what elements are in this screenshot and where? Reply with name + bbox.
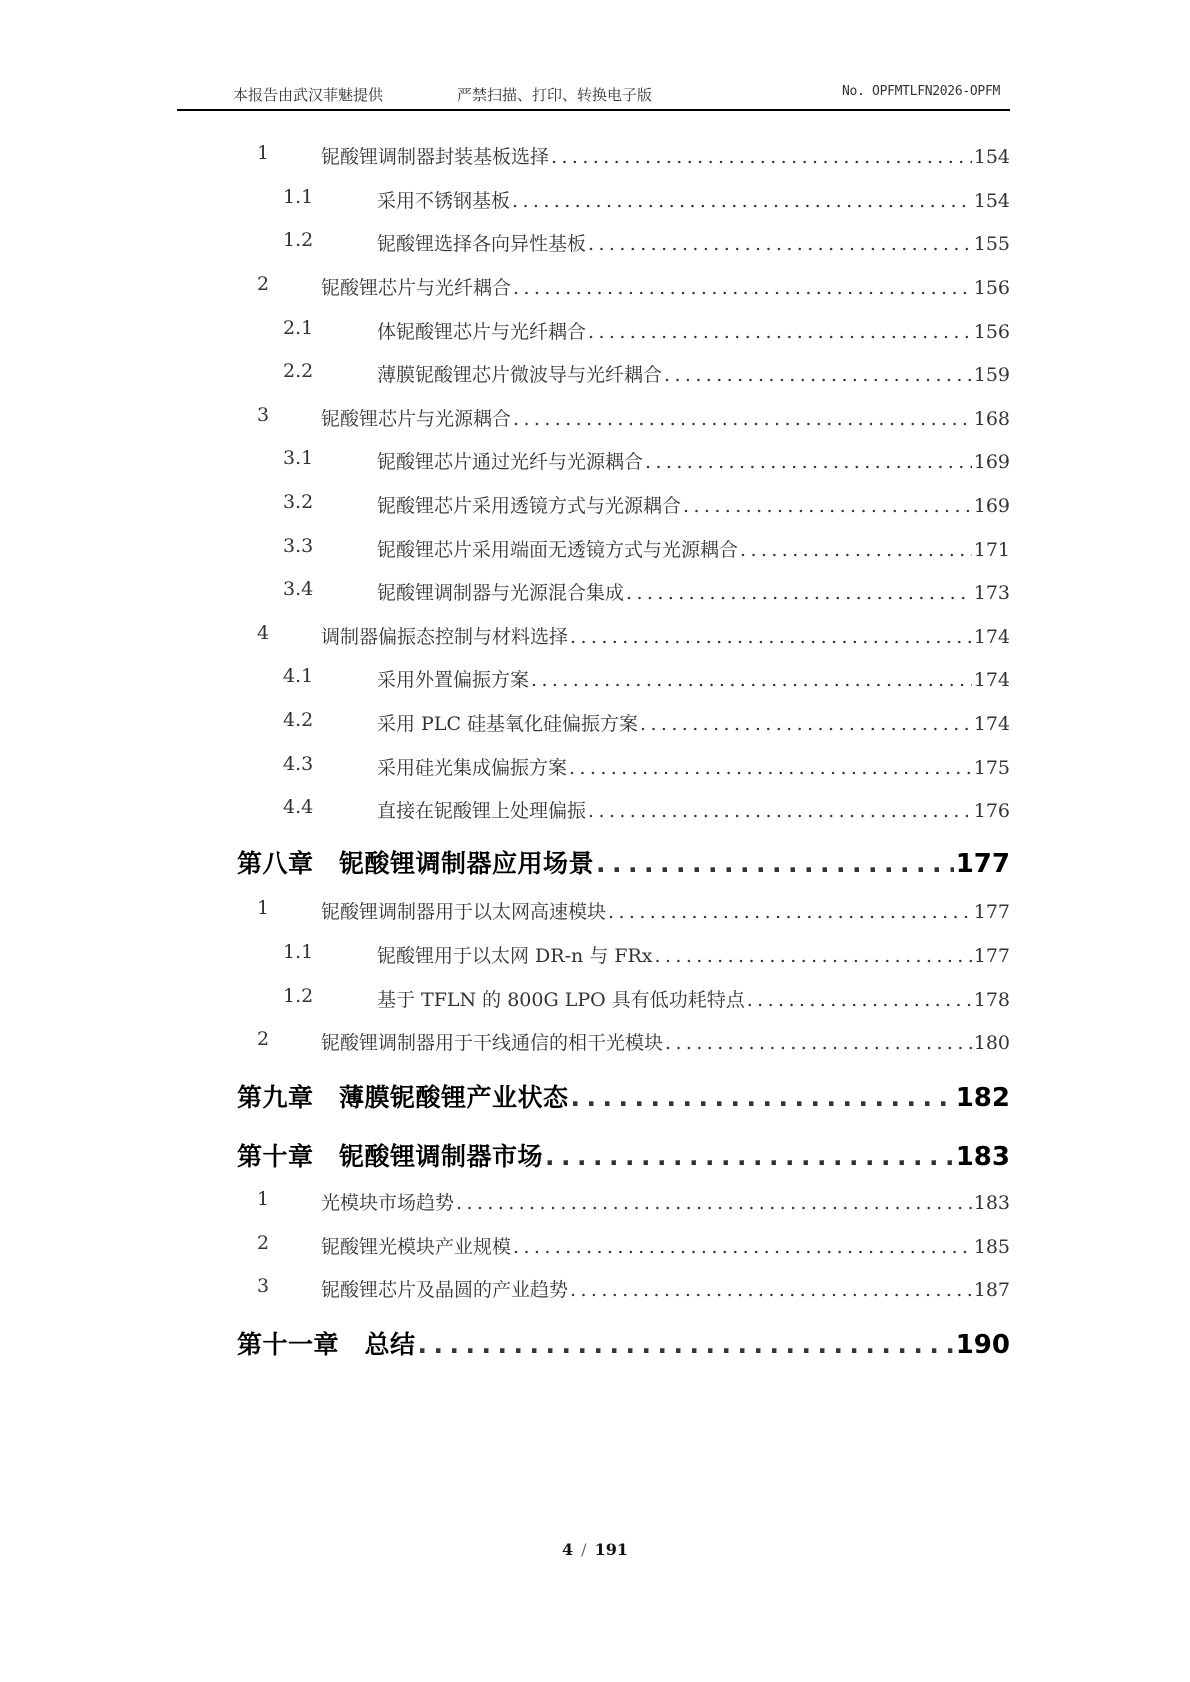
toc-entry-page[interactable]: 156: [973, 277, 1010, 299]
toc-entry[interactable]: [0, 709, 1190, 739]
toc-entry-number: 3: [257, 1275, 270, 1297]
toc-leader-dots: [596, 849, 954, 878]
toc-entry[interactable]: [0, 578, 1190, 608]
toc-entry-title[interactable]: 采用 PLC 硅基氧化硅偏振方案: [377, 713, 639, 735]
toc-entry-page[interactable]: 174: [973, 669, 1010, 691]
toc-entry[interactable]: [0, 622, 1190, 652]
toc-entry-line: [377, 796, 1010, 823]
total-pages: 191: [594, 1540, 628, 1559]
toc-entry-line: [377, 447, 1010, 474]
toc-entry-title[interactable]: 光模块市场趋势: [321, 1192, 455, 1214]
page-header: [177, 84, 1010, 106]
toc-leader-dots: [740, 539, 972, 561]
toc-leader-dots: [588, 233, 972, 255]
toc-entry-line: [321, 1028, 1010, 1055]
toc-entry-page[interactable]: 182: [955, 1083, 1010, 1113]
toc-entry-page[interactable]: 169: [973, 495, 1010, 517]
toc-leader-dots: [569, 757, 972, 779]
toc-leader-dots: [531, 669, 972, 691]
page-separator: /: [581, 1540, 587, 1559]
toc-entry[interactable]: [0, 317, 1190, 347]
toc-entry[interactable]: [0, 404, 1190, 434]
toc-entry-title[interactable]: 采用外置偏振方案: [377, 669, 530, 691]
toc-chapter-entry[interactable]: [0, 1325, 1190, 1360]
toc-entry-page[interactable]: 177: [973, 945, 1010, 967]
toc-entry-line: [321, 1188, 1010, 1215]
toc-entry-page[interactable]: 173: [973, 582, 1010, 604]
header-notice: 严禁扫描、打印、转换电子版: [457, 86, 653, 104]
toc-entry[interactable]: [0, 186, 1190, 216]
toc-entry-page[interactable]: 185: [973, 1236, 1010, 1258]
toc-entry-page[interactable]: 190: [955, 1330, 1010, 1360]
toc-entry-number: 4: [257, 622, 270, 644]
toc-entry-number: 1: [257, 142, 270, 164]
toc-entry-number: 1.1: [283, 941, 314, 963]
toc-entry[interactable]: [0, 985, 1190, 1015]
toc-entry-title[interactable]: 铌酸锂调制器用于以太网高速模块: [321, 901, 607, 923]
toc-entry-page[interactable]: 159: [973, 364, 1010, 386]
toc-entry[interactable]: [0, 535, 1190, 565]
toc-entry[interactable]: [0, 360, 1190, 390]
toc-entry-title[interactable]: 铌酸锂芯片与光纤耦合: [321, 277, 512, 299]
toc-chapter-entry[interactable]: [0, 1137, 1190, 1172]
toc-entry-number: 2: [257, 273, 270, 295]
toc-entry-line: [377, 985, 1010, 1012]
toc-entry[interactable]: [0, 753, 1190, 783]
toc-entry-title[interactable]: 第八章 铌酸锂调制器应用场景: [237, 849, 595, 878]
toc-entry-title[interactable]: 铌酸锂芯片及晶圆的产业趋势: [321, 1279, 569, 1301]
toc-entry-title[interactable]: 采用硅光集成偏振方案: [377, 757, 568, 779]
page-footer: [0, 1540, 1190, 1559]
toc-entry-number: 1: [257, 897, 270, 919]
toc-entry-number: 4.2: [283, 709, 314, 731]
toc-entry-number: 4.3: [283, 753, 314, 775]
toc-entry-title[interactable]: 薄膜铌酸锂芯片微波导与光纤耦合: [377, 364, 663, 386]
toc-leader-dots: [608, 901, 972, 923]
toc-entry-page[interactable]: 156: [973, 321, 1010, 343]
toc-entry-line: [377, 360, 1010, 387]
toc-entry-line: [377, 665, 1010, 692]
toc-leader-dots: [664, 364, 972, 386]
toc-entry-title[interactable]: 采用不锈钢基板: [377, 190, 511, 212]
toc-entry[interactable]: [0, 142, 1190, 172]
toc-entry-page[interactable]: 168: [973, 408, 1010, 430]
toc-leader-dots: [665, 1032, 972, 1054]
toc-leader-dots: [512, 190, 972, 212]
toc-entry-title[interactable]: 铌酸锂芯片与光源耦合: [321, 408, 512, 430]
toc-leader-dots: [683, 495, 972, 517]
toc-entry-line: [321, 1275, 1010, 1302]
toc-chapter-entry[interactable]: [0, 844, 1190, 879]
toc-entry-title[interactable]: 第十章 铌酸锂调制器市场: [237, 1142, 544, 1171]
toc-entry-page[interactable]: 174: [973, 626, 1010, 648]
toc-entry-number: 4.1: [283, 665, 314, 687]
toc-entry-number: 1.1: [283, 186, 314, 208]
toc-entry-number: 1.2: [283, 229, 314, 251]
toc-entry-line: [321, 404, 1010, 431]
toc-entry-title[interactable]: 铌酸锂芯片采用端面无透镜方式与光源耦合: [377, 539, 739, 561]
toc-entry-title[interactable]: 第九章 薄膜铌酸锂产业状态: [237, 1083, 569, 1112]
toc-entry-line: [321, 142, 1010, 169]
header-divider: [177, 109, 1010, 111]
toc-entry-title[interactable]: 铌酸锂芯片通过光纤与光源耦合: [377, 451, 644, 473]
toc-entry[interactable]: [0, 1028, 1190, 1058]
toc-entry-number: 2: [257, 1232, 270, 1254]
toc-entry-page[interactable]: 154: [973, 190, 1010, 212]
toc-entry-title[interactable]: 铌酸锂芯片采用透镜方式与光源耦合: [377, 495, 682, 517]
toc-entry-page[interactable]: 183: [973, 1192, 1010, 1214]
toc-entry-page[interactable]: 183: [955, 1142, 1010, 1172]
toc-entry-line: [321, 273, 1010, 300]
toc-entry-line: [377, 535, 1010, 562]
toc-entry-title[interactable]: 铌酸锂光模块产业规模: [321, 1236, 512, 1258]
toc-entry-number: 2.2: [283, 360, 314, 382]
toc-entry-number: 1.2: [283, 985, 314, 1007]
toc-entry[interactable]: [0, 491, 1190, 521]
toc-entry-number: 2.1: [283, 317, 314, 339]
toc-entry[interactable]: [0, 941, 1190, 971]
toc-entry-number: 1: [257, 1188, 270, 1210]
toc-entry-page[interactable]: 178: [973, 989, 1010, 1011]
toc-entry[interactable]: [0, 796, 1190, 826]
toc-entry[interactable]: [0, 273, 1190, 303]
toc-entry-number: 3.1: [283, 447, 314, 469]
toc-leader-dots: [626, 582, 972, 604]
toc-entry-line: [377, 753, 1010, 780]
toc-entry[interactable]: [0, 665, 1190, 695]
toc-entry-line: [237, 1137, 1010, 1173]
toc-entry[interactable]: [0, 1188, 1190, 1218]
toc-entry[interactable]: [0, 1232, 1190, 1262]
toc-entry-number: 3.3: [283, 535, 314, 557]
toc-leader-dots: [418, 1330, 954, 1359]
toc-entry-line: [377, 941, 1010, 968]
toc-leader-dots: [513, 1236, 972, 1258]
toc-entry-number: 2: [257, 1028, 270, 1050]
toc-entry-title[interactable]: 基于 TFLN 的 800G LPO 具有低功耗特点: [377, 989, 745, 1011]
toc-entry-line: [377, 491, 1010, 518]
toc-entry[interactable]: [0, 1275, 1190, 1305]
toc-entry[interactable]: [0, 229, 1190, 259]
toc-entry-page[interactable]: 175: [973, 757, 1010, 779]
toc-entry-title[interactable]: 铌酸锂选择各向异性基板: [377, 233, 587, 255]
toc-entry-line: [377, 578, 1010, 605]
toc-entry-page[interactable]: 177: [955, 849, 1010, 879]
toc-entry-title[interactable]: 直接在铌酸锂上处理偏振: [377, 800, 587, 822]
toc-leader-dots: [645, 451, 972, 473]
toc-leader-dots: [570, 626, 972, 648]
toc-entry-title[interactable]: 第十一章 总结: [237, 1330, 416, 1359]
toc-entry-page[interactable]: 154: [973, 146, 1010, 168]
toc-entry-line: [237, 844, 1010, 880]
toc-entry-number: 3.2: [283, 491, 314, 513]
toc-entry-page[interactable]: 180: [973, 1032, 1010, 1054]
toc-entry-title[interactable]: 调制器偏振态控制与材料选择: [321, 626, 569, 648]
toc-entry[interactable]: [0, 897, 1190, 927]
toc-chapter-entry[interactable]: [0, 1078, 1190, 1113]
toc-leader-dots: [545, 1142, 954, 1171]
toc-entry-line: [321, 622, 1010, 649]
toc-entry-page[interactable]: 177: [973, 901, 1010, 923]
toc-leader-dots: [513, 277, 972, 299]
toc-leader-dots: [655, 945, 972, 967]
toc-leader-dots: [571, 1083, 954, 1112]
toc-entry-title[interactable]: 铌酸锂调制器与光源混合集成: [377, 582, 625, 604]
toc-entry-page[interactable]: 187: [973, 1279, 1010, 1301]
toc-leader-dots: [570, 1279, 972, 1301]
toc-entry-page[interactable]: 155: [973, 233, 1010, 255]
toc-entry-line: [377, 186, 1010, 213]
toc-entry-number: 4.4: [283, 796, 314, 818]
toc-entry-page[interactable]: 174: [973, 713, 1010, 735]
toc-entry-title[interactable]: 铌酸锂用于以太网 DR-n 与 FRx: [377, 945, 653, 967]
current-page-number: 4: [562, 1540, 574, 1559]
toc-entry[interactable]: [0, 447, 1190, 477]
toc-leader-dots: [513, 408, 972, 430]
header-provider: 本报告由武汉菲魅提供: [233, 86, 384, 104]
toc-entry-title[interactable]: 体铌酸锂芯片与光纤耦合: [377, 321, 587, 343]
toc-leader-dots: [588, 321, 972, 343]
toc-leader-dots: [551, 146, 972, 168]
toc-entry-line: [321, 897, 1010, 924]
toc-leader-dots: [640, 713, 972, 735]
toc-leader-dots: [747, 989, 972, 1011]
toc-leader-dots: [456, 1192, 972, 1214]
toc-entry-line: [237, 1078, 1010, 1114]
toc-entry-line: [377, 317, 1010, 344]
toc-entry-number: 3.4: [283, 578, 314, 600]
toc-entry-line: [321, 1232, 1010, 1259]
toc-entry-line: [377, 229, 1010, 256]
toc-entry-title[interactable]: 铌酸锂调制器用于干线通信的相干光模块: [321, 1032, 664, 1054]
toc-entry-page[interactable]: 171: [973, 539, 1010, 561]
toc-entry-page[interactable]: 176: [973, 800, 1010, 822]
toc-leader-dots: [588, 800, 972, 822]
header-doc-number: No. OPFMTLFN2026-OPFM: [841, 84, 1000, 99]
toc-entry-title[interactable]: 铌酸锂调制器封装基板选择: [321, 146, 550, 168]
toc-entry-line: [237, 1325, 1010, 1361]
toc-entry-number: 3: [257, 404, 270, 426]
toc-entry-line: [377, 709, 1010, 736]
toc-entry-page[interactable]: 169: [973, 451, 1010, 473]
